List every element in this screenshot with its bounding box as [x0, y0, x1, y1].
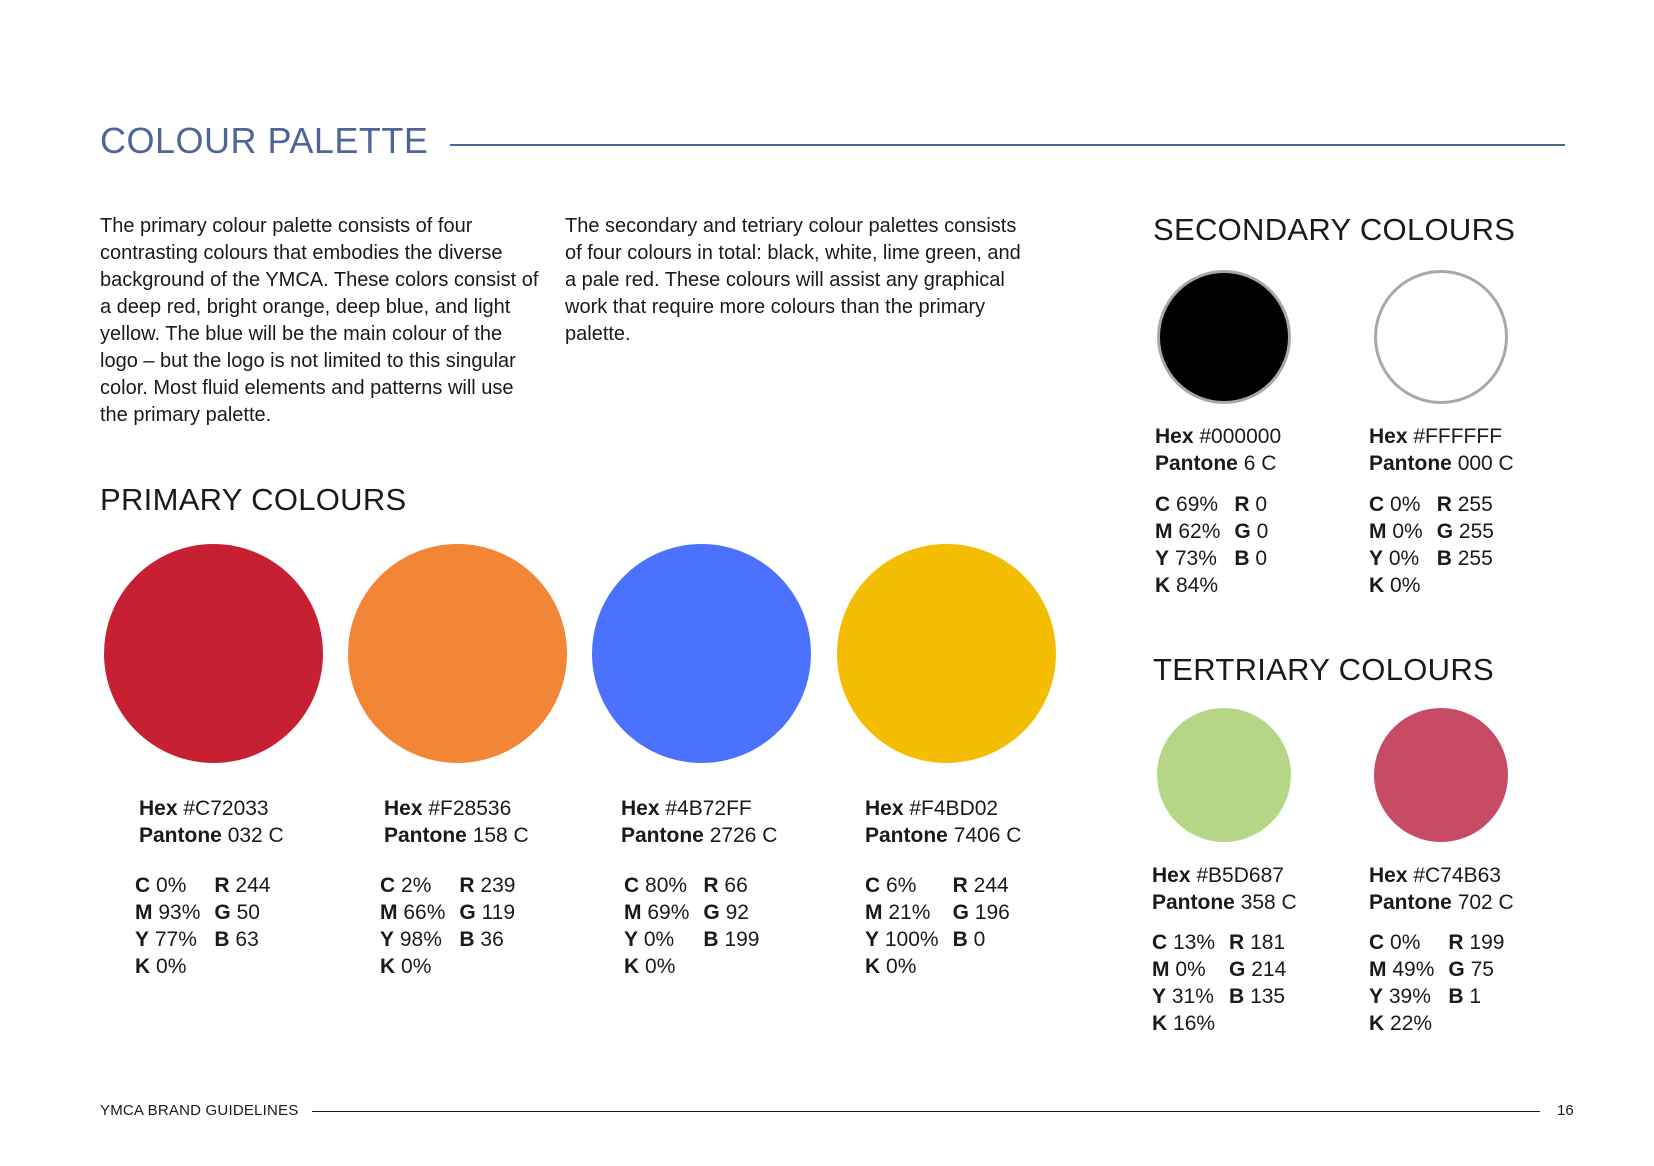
pantone-label: Pantone: [139, 824, 222, 847]
c-value: 0%: [1390, 493, 1421, 516]
g-value: 196: [974, 901, 1010, 924]
primary-swatch-yellow: [837, 544, 1056, 763]
hex-label: Hex: [1369, 864, 1408, 887]
y-label: Y: [380, 928, 395, 951]
secondary-white-info: [1369, 423, 1514, 477]
g-value: 50: [236, 901, 260, 924]
b-value: 199: [724, 928, 760, 951]
b-label: B: [1229, 985, 1245, 1008]
tertiary-swatch-pale-red: [1374, 708, 1508, 842]
m-value: 93%: [158, 901, 201, 924]
k-value: 0%: [645, 955, 676, 978]
m-value: 0%: [1392, 520, 1423, 543]
c-label: C: [865, 874, 881, 897]
primary-yellow-codes: [865, 872, 1010, 980]
primary-red-codes: [135, 872, 270, 980]
c-value: 0%: [1390, 931, 1421, 954]
m-value: 66%: [403, 901, 446, 924]
y-value: 100%: [884, 928, 939, 951]
g-label: G: [1448, 958, 1465, 981]
k-value: 0%: [156, 955, 187, 978]
primary-swatch-red: [104, 544, 323, 763]
k-label: K: [1369, 1012, 1385, 1035]
r-label: R: [1234, 493, 1250, 516]
c-label: C: [1152, 931, 1168, 954]
y-label: Y: [624, 928, 639, 951]
r-label: R: [703, 874, 719, 897]
pantone-value: 702 C: [1457, 891, 1514, 914]
m-value: 69%: [647, 901, 690, 924]
b-label: B: [459, 928, 475, 951]
r-label: R: [1436, 493, 1452, 516]
pantone-value: 6 C: [1243, 452, 1277, 475]
k-label: K: [865, 955, 881, 978]
m-label: M: [380, 901, 398, 924]
b-label: B: [214, 928, 230, 951]
hex-value: #C74B63: [1413, 864, 1501, 887]
title-divider: [450, 144, 1565, 146]
r-label: R: [1448, 931, 1464, 954]
hex-value: #C72033: [183, 797, 269, 820]
c-label: C: [1155, 493, 1171, 516]
secondary-colours-heading: SECONDARY COLOURS: [1153, 212, 1516, 247]
m-value: 0%: [1175, 958, 1206, 981]
r-label: R: [214, 874, 230, 897]
y-value: 73%: [1174, 547, 1217, 570]
c-label: C: [135, 874, 151, 897]
b-value: 0: [973, 928, 986, 951]
r-value: 255: [1457, 493, 1493, 516]
y-value: 77%: [154, 928, 197, 951]
y-value: 39%: [1388, 985, 1431, 1008]
r-value: 244: [973, 874, 1009, 897]
primary-colours-heading: PRIMARY COLOURS: [100, 482, 407, 517]
y-value: 31%: [1171, 985, 1214, 1008]
m-label: M: [624, 901, 642, 924]
tertiary-pale-red-info: [1369, 862, 1514, 916]
pantone-value: 2726 C: [709, 824, 778, 847]
hex-value: #B5D687: [1196, 864, 1284, 887]
k-value: 16%: [1173, 1012, 1216, 1035]
secondary-swatch-black: [1157, 270, 1291, 404]
y-label: Y: [1369, 985, 1384, 1008]
pantone-label: Pantone: [1369, 452, 1452, 475]
g-value: 75: [1470, 958, 1494, 981]
pantone-label: Pantone: [384, 824, 467, 847]
secondary-black-info: [1155, 423, 1281, 477]
b-value: 135: [1250, 985, 1286, 1008]
g-value: 255: [1458, 520, 1494, 543]
m-value: 21%: [888, 901, 931, 924]
b-label: B: [1436, 547, 1452, 570]
k-value: 84%: [1176, 574, 1219, 597]
hex-value: #F4BD02: [909, 797, 999, 820]
pantone-label: Pantone: [1152, 891, 1235, 914]
tertiary-lime-codes: [1152, 929, 1286, 1037]
m-label: M: [865, 901, 883, 924]
primary-swatch-blue: [592, 544, 811, 763]
b-label: B: [952, 928, 968, 951]
hex-value: #000000: [1199, 425, 1282, 448]
k-label: K: [1369, 574, 1385, 597]
b-value: 0: [1255, 547, 1268, 570]
r-value: 199: [1469, 931, 1505, 954]
pantone-label: Pantone: [621, 824, 704, 847]
r-label: R: [1229, 931, 1245, 954]
k-label: K: [1152, 1012, 1168, 1035]
b-value: 63: [235, 928, 259, 951]
hex-label: Hex: [139, 797, 178, 820]
pantone-value: 158 C: [472, 824, 529, 847]
k-value: 0%: [886, 955, 917, 978]
c-label: C: [380, 874, 396, 897]
c-value: 80%: [645, 874, 688, 897]
c-value: 69%: [1176, 493, 1219, 516]
m-label: M: [1369, 958, 1387, 981]
y-value: 0%: [643, 928, 675, 951]
g-label: G: [1229, 958, 1246, 981]
b-label: B: [1448, 985, 1464, 1008]
b-label: B: [1234, 547, 1250, 570]
m-label: M: [135, 901, 153, 924]
g-value: 119: [481, 901, 516, 924]
k-label: K: [135, 955, 151, 978]
r-value: 239: [480, 874, 516, 897]
m-label: M: [1152, 958, 1170, 981]
g-label: G: [1234, 520, 1251, 543]
tertiary-colours-heading: TERTRIARY COLOURS: [1153, 652, 1495, 687]
primary-intro-text: The primary colour palette consists of four contrasting colours that embodies the diverse background of the YMCA. These colors consist of a deep red, bright orange, deep blue, and light yellow. The blue will be the main colour of the logo – but the logo is not limited to this singular color. Most fluid elements and patterns will use the primary palette.: [100, 215, 539, 426]
c-value: 2%: [401, 874, 432, 897]
secondary-intro-text: The secondary and tetriary colour palettes consists of four colours in total: black, white, lime green, and a pale red. These colours will assist any graphical work that require more colours than the primary palette.: [565, 215, 1021, 345]
r-value: 0: [1255, 493, 1268, 516]
hex-value: #FFFFFF: [1413, 425, 1503, 448]
pantone-value: 358 C: [1240, 891, 1297, 914]
primary-orange-codes: [380, 872, 515, 980]
c-label: C: [1369, 931, 1385, 954]
tertiary-lime-info: [1152, 862, 1297, 916]
r-value: 181: [1250, 931, 1286, 954]
y-label: Y: [135, 928, 150, 951]
b-value: 36: [480, 928, 504, 951]
b-value: 255: [1457, 547, 1493, 570]
m-label: M: [1155, 520, 1173, 543]
pantone-value: 7406 C: [953, 824, 1022, 847]
k-value: 22%: [1390, 1012, 1433, 1035]
primary-red-info: [139, 795, 284, 849]
hex-label: Hex: [384, 797, 423, 820]
page-number: 16: [1557, 1102, 1574, 1119]
hex-label: Hex: [1152, 864, 1191, 887]
footer-brand-label: YMCA BRAND GUIDELINES: [100, 1102, 299, 1119]
c-value: 13%: [1173, 931, 1216, 954]
y-label: Y: [1155, 547, 1170, 570]
secondary-black-codes: [1155, 491, 1268, 599]
pantone-value: 032 C: [227, 824, 284, 847]
c-value: 0%: [156, 874, 187, 897]
k-value: 0%: [1390, 574, 1421, 597]
secondary-white-codes: [1369, 491, 1494, 599]
y-label: Y: [1369, 547, 1384, 570]
k-label: K: [380, 955, 396, 978]
c-label: C: [1369, 493, 1385, 516]
pantone-value: 000 C: [1457, 452, 1514, 475]
g-value: 92: [725, 901, 749, 924]
hex-label: Hex: [865, 797, 904, 820]
r-value: 244: [235, 874, 271, 897]
primary-blue-codes: [624, 872, 759, 980]
b-value: 1: [1469, 985, 1482, 1008]
g-value: 0: [1256, 520, 1269, 543]
primary-yellow-info: [865, 795, 1021, 849]
c-label: C: [624, 874, 640, 897]
r-value: 66: [724, 874, 748, 897]
g-label: G: [459, 901, 476, 924]
primary-swatch-orange: [348, 544, 567, 763]
hex-label: Hex: [621, 797, 660, 820]
hex-value: #F28536: [428, 797, 512, 820]
hex-value: #4B72FF: [665, 797, 752, 820]
y-label: Y: [1152, 985, 1167, 1008]
pantone-label: Pantone: [1369, 891, 1452, 914]
footer-divider: [312, 1111, 1540, 1112]
primary-blue-info: [621, 795, 777, 849]
m-value: 49%: [1392, 958, 1435, 981]
pantone-label: Pantone: [1155, 452, 1238, 475]
m-value: 62%: [1178, 520, 1221, 543]
r-label: R: [952, 874, 968, 897]
c-value: 6%: [886, 874, 917, 897]
g-value: 214: [1251, 958, 1287, 981]
g-label: G: [1436, 520, 1454, 543]
tertiary-swatch-lime: [1157, 708, 1291, 842]
hex-label: Hex: [1155, 425, 1194, 448]
k-value: 0%: [401, 955, 432, 978]
y-value: 98%: [399, 928, 442, 951]
y-value: 0%: [1388, 547, 1420, 570]
tertiary-pale-red-codes: [1369, 929, 1504, 1037]
primary-orange-info: [384, 795, 529, 849]
r-label: R: [459, 874, 475, 897]
page-title: COLOUR PALETTE: [100, 120, 429, 161]
secondary-swatch-white: [1374, 270, 1508, 404]
k-label: K: [1155, 574, 1171, 597]
hex-label: Hex: [1369, 425, 1408, 448]
g-label: G: [952, 901, 969, 924]
g-label: G: [703, 901, 720, 924]
m-label: M: [1369, 520, 1387, 543]
g-label: G: [214, 901, 231, 924]
b-label: B: [703, 928, 719, 951]
k-label: K: [624, 955, 640, 978]
y-label: Y: [865, 928, 880, 951]
pantone-label: Pantone: [865, 824, 948, 847]
